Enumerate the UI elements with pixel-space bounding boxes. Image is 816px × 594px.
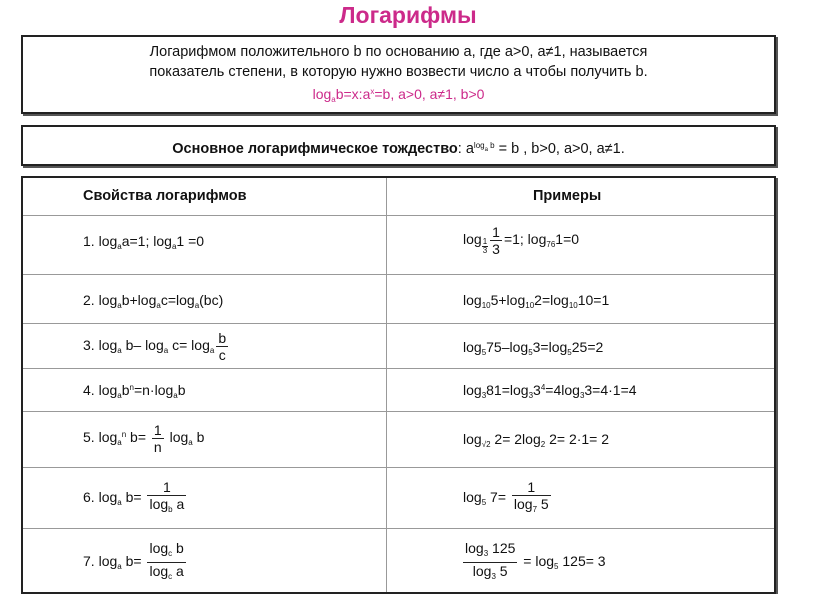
subscript: 5	[528, 348, 533, 357]
identity-box	[21, 125, 776, 166]
subscript: a	[117, 346, 122, 356]
subscript: a	[188, 438, 193, 448]
fraction	[463, 540, 517, 585]
subscript: 5	[481, 348, 487, 357]
text: =4log	[545, 382, 580, 398]
subscript: a	[117, 301, 122, 310]
example-7	[463, 540, 606, 585]
fraction-base	[482, 238, 488, 255]
row-divider	[23, 274, 774, 275]
text: 125	[488, 540, 516, 556]
subscript: c	[168, 572, 173, 581]
def-rest: b=x:a	[335, 86, 371, 102]
row-number: 5.	[83, 429, 99, 446]
property-7	[83, 540, 188, 585]
property-3	[83, 330, 230, 363]
subscript: 2	[540, 440, 546, 449]
text: (bc)	[199, 292, 224, 308]
text: 81=log	[486, 382, 529, 398]
subscript: a	[117, 562, 122, 572]
numerator	[463, 540, 517, 563]
property-6	[83, 479, 188, 518]
denominator: 3	[482, 246, 488, 256]
text: log	[165, 429, 189, 446]
subscript: 3	[528, 391, 534, 400]
def-log-base: a	[331, 95, 336, 104]
text: 3=log	[532, 339, 568, 355]
text: log	[98, 292, 118, 308]
numerator: 1	[482, 237, 488, 247]
denominator: c	[218, 347, 226, 363]
text: 2=log	[534, 292, 569, 308]
text: 7=	[486, 489, 510, 506]
subscript: a	[194, 301, 200, 310]
subscript: √2	[481, 440, 491, 449]
text: log	[463, 382, 482, 398]
property-5	[83, 422, 204, 455]
denominator	[147, 563, 185, 585]
text: log	[472, 563, 492, 579]
text: log	[98, 553, 118, 570]
text: 3=4·1=4	[584, 382, 637, 398]
text: b+log	[121, 292, 157, 308]
text: 5	[537, 496, 549, 512]
def-log: log	[312, 86, 332, 102]
denominator	[147, 496, 186, 518]
property-2	[83, 292, 223, 310]
text: log	[463, 489, 482, 506]
subscript: 5	[554, 562, 559, 572]
text: b	[121, 382, 130, 398]
row-number: 1.	[83, 233, 99, 249]
text: log	[465, 540, 484, 556]
text: log	[149, 563, 169, 579]
text: b=	[126, 429, 150, 446]
text: 5	[495, 563, 508, 579]
numerator: 1	[147, 479, 186, 496]
text: 1=0	[555, 231, 580, 248]
property-1	[83, 233, 204, 251]
text: 2= 2log	[490, 431, 541, 447]
denominator: n	[153, 439, 162, 455]
page-title: Логарифмы	[339, 2, 477, 28]
subscript: a	[117, 242, 122, 251]
subscript: a	[117, 391, 122, 400]
text: log	[149, 540, 169, 556]
denominator: 3	[492, 241, 500, 257]
properties-table	[21, 176, 776, 594]
subscript: a	[156, 301, 161, 310]
numerator: 1	[492, 224, 500, 240]
text: log	[513, 496, 533, 512]
text: =1; log	[503, 231, 547, 248]
fraction	[147, 479, 186, 518]
numerator: 1	[153, 422, 162, 438]
definition-line-2: показатель степени, в которую нужно возвести число a чтобы получить b.	[149, 64, 648, 80]
text: 5+log	[490, 292, 526, 308]
example-5	[463, 431, 609, 449]
text: b=	[121, 489, 146, 506]
header-examples: Примеры	[533, 188, 602, 204]
identity-exp-log: log	[473, 141, 485, 150]
definition-box	[21, 35, 776, 114]
numerator: b	[218, 330, 227, 346]
row-number: 7.	[83, 553, 99, 570]
definition-formula	[23, 82, 774, 110]
example-6	[463, 479, 553, 518]
text: log	[98, 382, 118, 398]
superscript: n	[121, 430, 127, 440]
subscript: 3	[483, 549, 489, 558]
text: log	[98, 429, 118, 446]
subscript: 7	[532, 505, 538, 514]
text: 2= 2·1= 2	[545, 431, 610, 447]
text: = log	[519, 553, 555, 570]
example-2	[463, 292, 609, 310]
row-divider	[23, 411, 774, 412]
fraction	[147, 540, 185, 585]
text: b– log	[121, 337, 164, 354]
text: 3	[533, 382, 541, 398]
subscript: 10	[525, 301, 535, 310]
row-divider	[23, 528, 774, 529]
row-divider	[23, 368, 774, 369]
identity-exp-base: a	[484, 147, 488, 153]
text: log	[98, 337, 118, 354]
identity-exp-b: b	[487, 141, 495, 150]
subscript: 10	[481, 301, 491, 310]
text: b	[172, 540, 184, 556]
text: b	[192, 429, 205, 446]
text: 75–log	[486, 339, 529, 355]
identity-exp	[473, 141, 495, 153]
row-divider	[23, 467, 774, 468]
text: a	[172, 496, 185, 512]
row-number: 2.	[83, 292, 99, 308]
text: 1 =0	[176, 233, 205, 249]
subscript: 3	[481, 391, 487, 400]
text: a	[172, 563, 184, 579]
text: 125= 3	[558, 553, 606, 570]
text: log	[463, 231, 482, 248]
numerator	[147, 540, 185, 563]
example-3	[463, 339, 603, 357]
text: log	[463, 292, 482, 308]
subscript: c	[168, 549, 173, 558]
denominator	[512, 496, 551, 518]
subscript: a	[209, 346, 215, 356]
numerator: 1	[512, 479, 551, 496]
text: log	[149, 496, 169, 512]
text: log	[463, 339, 482, 355]
def-end: =b, a>0, a≠1, b>0	[374, 86, 485, 102]
fraction	[490, 224, 502, 257]
denominator	[463, 563, 517, 585]
fraction	[152, 422, 164, 455]
row-divider	[23, 215, 774, 216]
definition-line-1: Логарифмом положительного b по основанию a, где a>0, a≠1, называется	[149, 44, 648, 60]
subscript: 3	[579, 391, 585, 400]
subscript: 10	[568, 301, 578, 310]
subscript: a	[117, 438, 122, 448]
text: log	[98, 489, 118, 506]
property-4	[83, 382, 186, 400]
row-number: 4.	[83, 382, 99, 398]
text: =n·log	[133, 382, 174, 398]
text: log	[463, 431, 482, 447]
text: c= log	[168, 337, 210, 354]
identity-formula-rest: = b , b>0, a>0, a≠1.	[494, 141, 625, 157]
identity-label: Основное логарифмическое тождество	[172, 141, 458, 157]
subscript: 5	[567, 348, 572, 357]
text: 10=1	[577, 292, 610, 308]
superscript: 4	[540, 383, 546, 392]
def-exp: x	[370, 87, 375, 96]
fraction	[512, 479, 551, 518]
subscript: 5	[481, 498, 487, 508]
text: log	[98, 233, 118, 249]
subscript: b	[168, 505, 173, 514]
subscript: a	[163, 346, 169, 356]
text: b	[177, 382, 186, 398]
text: a=1; log	[121, 233, 172, 249]
example-1	[463, 224, 579, 257]
text: c=log	[160, 292, 195, 308]
subscript: 76	[546, 240, 556, 250]
subscript: a	[173, 391, 178, 400]
header-properties: Свойства логарифмов	[83, 188, 247, 204]
example-4	[463, 382, 637, 400]
subscript: 3	[491, 572, 496, 581]
column-divider	[386, 178, 387, 592]
superscript: n	[129, 383, 134, 392]
row-number: 3.	[83, 337, 99, 354]
subscript: a	[117, 498, 122, 508]
text: b=	[121, 553, 146, 570]
subscript: a	[171, 242, 177, 251]
fraction	[216, 330, 228, 363]
row-number: 6.	[83, 489, 99, 506]
identity-formula-a: : a	[457, 141, 474, 157]
text: 25=2	[571, 339, 604, 355]
row-divider	[23, 323, 774, 324]
